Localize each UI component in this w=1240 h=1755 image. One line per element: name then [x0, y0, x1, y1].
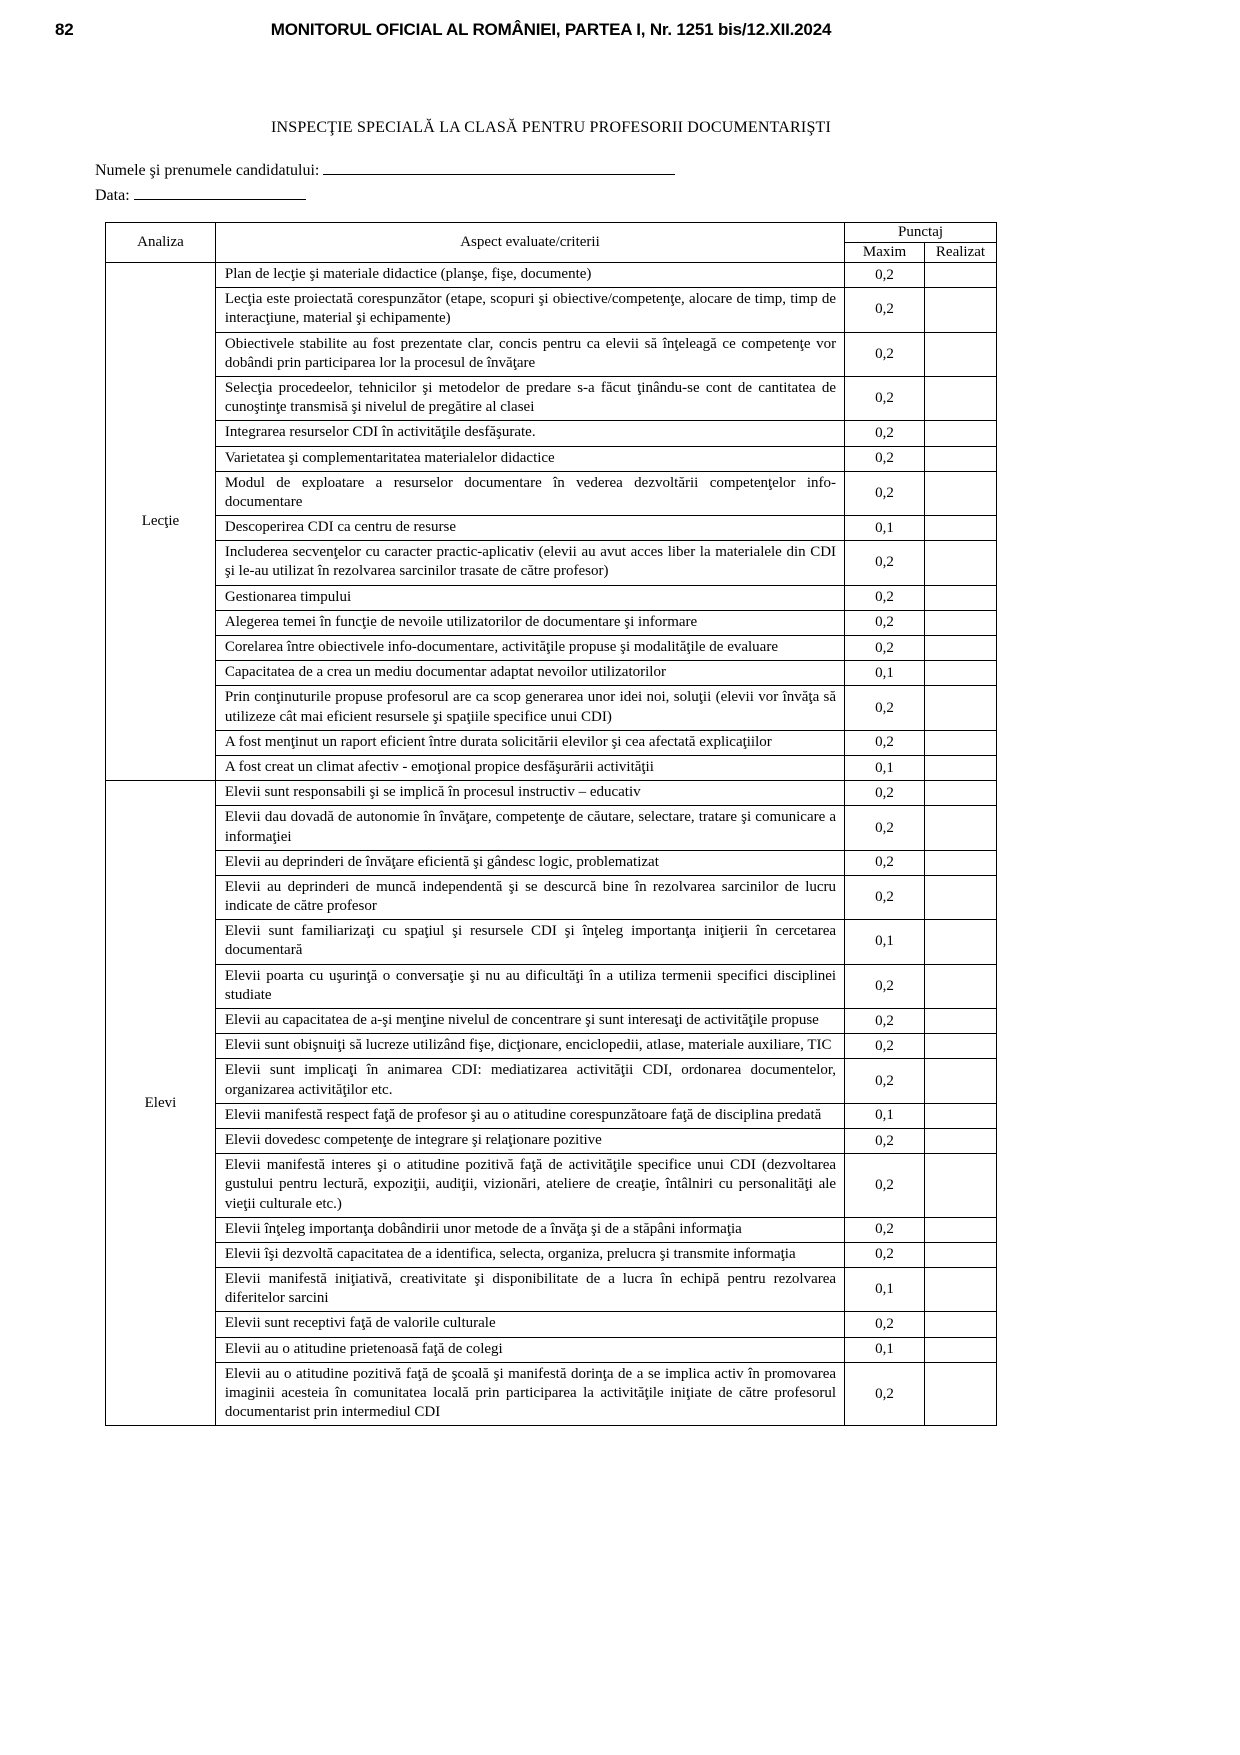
criteria-text: Corelarea între obiectivele info-documentare, activităţile propuse şi modalităţile de evaluare: [215, 636, 844, 661]
criteria-row: [106, 1059, 997, 1103]
evaluation-table: [105, 222, 997, 1426]
date-label: Data:: [95, 187, 130, 204]
maxim-value: 0,2: [845, 585, 925, 610]
criteria-row: [106, 585, 997, 610]
criteria-text: Includerea secvenţelor cu caracter practic-aplicativ (elevii au avut acces liber la materialele din CDI şi le-au utilizat în rezolvarea sarcinilor trasate de către profesor): [215, 541, 844, 585]
criteria-text: Elevii îşi dezvoltă capacitatea de a identifica, selecta, organiza, prelucra şi transmite informaţia: [215, 1242, 844, 1267]
criteria-row: [106, 1362, 997, 1426]
maxim-value: 0,2: [845, 421, 925, 446]
maxim-value: 0,2: [845, 781, 925, 806]
criteria-text: Elevii sunt familiarizaţi cu spaţiul şi resursele CDI şi înţeleg importanţa iniţierii în cercetarea documentară: [215, 920, 844, 964]
realizat-value: [925, 421, 997, 446]
criteria-text: Elevii poarta cu uşurinţă o conversaţie şi nu au dificultăţi în a utiliza termenii specifici disciplinei studiate: [215, 964, 844, 1008]
realizat-value: [925, 332, 997, 376]
criteria-row: [106, 875, 997, 919]
realizat-value: [925, 806, 997, 850]
criteria-row: [106, 636, 997, 661]
candidate-fields: [95, 158, 675, 208]
realizat-value: [925, 920, 997, 964]
maxim-value: 0,2: [845, 875, 925, 919]
realizat-value: [925, 1154, 997, 1218]
criteria-row: [106, 1034, 997, 1059]
candidate-name-blank: [323, 161, 675, 175]
maxim-value: 0,2: [845, 1242, 925, 1267]
criteria-text: Prin conţinuturile propuse profesorul are ca scop generarea unor idei noi, soluţii (elevii vor învăţa să utilizeze cât mai eficient resursele şi spaţiile specifice unui CDI): [215, 686, 844, 730]
column-header-punctaj: Punctaj: [845, 223, 997, 243]
criteria-row: [106, 288, 997, 332]
criteria-text: Selecţia procedeelor, tehnicilor şi metodelor de predare s-a făcut ţinându-se cont de cantitatea de cunoştinţe transmisă şi nivelul de pregătire al clasei: [215, 376, 844, 420]
realizat-value: [925, 1268, 997, 1312]
realizat-value: [925, 1337, 997, 1362]
candidate-name-label: Numele şi prenumele candidatului:: [95, 162, 320, 179]
realizat-value: [925, 686, 997, 730]
realizat-value: [925, 730, 997, 755]
criteria-text: Capacitatea de a crea un mediu documentar adaptat nevoilor utilizatorilor: [215, 661, 844, 686]
realizat-value: [925, 1128, 997, 1153]
column-header-realizat: Realizat: [925, 243, 997, 263]
realizat-value: [925, 610, 997, 635]
maxim-value: 0,2: [845, 1128, 925, 1153]
criteria-row: [106, 421, 997, 446]
criteria-row: [106, 1312, 997, 1337]
realizat-value: [925, 376, 997, 420]
page-number: 82: [55, 20, 74, 39]
maxim-value: 0,2: [845, 446, 925, 471]
realizat-value: [925, 1059, 997, 1103]
criteria-row: [106, 1128, 997, 1153]
maxim-value: 0,2: [845, 1009, 925, 1034]
maxim-value: 0,1: [845, 920, 925, 964]
maxim-value: 0,2: [845, 376, 925, 420]
criteria-text: Varietatea şi complementaritatea materialelor didactice: [215, 446, 844, 471]
criteria-row: [106, 1103, 997, 1128]
criteria-text: Elevii sunt implicaţi în animarea CDI: mediatizarea activităţii CDI, ordonarea documentelor, organizarea activităţilor etc.: [215, 1059, 844, 1103]
realizat-value: [925, 1034, 997, 1059]
criteria-row: [106, 964, 997, 1008]
criteria-text: Elevii au o atitudine pozitivă faţă de şcoală şi manifestă dorinţa de a se implica activ în promovarea imaginii acesteia în comunitatea locală prin participarea la activităţile iniţiate de către profesorul documentarist prin intermediul CDI: [215, 1362, 844, 1426]
criteria-row: [106, 755, 997, 780]
criteria-text: Elevii sunt obişnuiţi să lucreze utilizând fişe, dicţionare, enciclopedii, atlase, materiale auxiliare, TIC: [215, 1034, 844, 1059]
criteria-row: [106, 920, 997, 964]
criteria-text: A fost creat un climat afectiv - emoţional propice desfăşurării activităţii: [215, 755, 844, 780]
criteria-text: Descoperirea CDI ca centru de resurse: [215, 516, 844, 541]
criteria-text: Elevii au deprinderi de muncă independentă şi se descurcă bine în rezolvarea sarcinilor de lucru indicate de către profesor: [215, 875, 844, 919]
criteria-row: [106, 1154, 997, 1218]
maxim-value: 0,2: [845, 1312, 925, 1337]
maxim-value: 0,1: [845, 1337, 925, 1362]
maxim-value: 0,1: [845, 661, 925, 686]
criteria-text: Alegerea temei în funcţie de nevoile utilizatorilor de documentare şi informare: [215, 610, 844, 635]
criteria-row: [106, 471, 997, 515]
criteria-text: Elevii au deprinderi de învăţare eficientă şi gândesc logic, problematizat: [215, 850, 844, 875]
criteria-text: Modul de exploatare a resurselor documentare în vederea dezvoltării competenţelor info-documentare: [215, 471, 844, 515]
maxim-value: 0,2: [845, 1362, 925, 1426]
maxim-value: 0,2: [845, 1034, 925, 1059]
criteria-row: [106, 610, 997, 635]
maxim-value: 0,1: [845, 1268, 925, 1312]
criteria-row: [106, 332, 997, 376]
criteria-text: Elevii manifestă interes şi o atitudine pozitivă faţă de activităţile specifice unui CDI (dezvoltarea gustului pentru lectură, expoziţii, audiţii, vizionări, ateliere de creaţie, întâlniri cu personalităţi ale vieţii culturale etc.): [215, 1154, 844, 1218]
criteria-text: Elevii sunt responsabili şi se implică în procesul instructiv – educativ: [215, 781, 844, 806]
maxim-value: 0,2: [845, 686, 925, 730]
section-label: Elevi: [106, 781, 216, 1426]
criteria-text: Gestionarea timpului: [215, 585, 844, 610]
criteria-row: [106, 781, 997, 806]
maxim-value: 0,2: [845, 332, 925, 376]
criteria-row: [106, 1242, 997, 1267]
maxim-value: 0,2: [845, 730, 925, 755]
criteria-text: Elevii au o atitudine prietenoasă faţă de colegi: [215, 1337, 844, 1362]
document-title: INSPECŢIE SPECIALĂ LA CLASĂ PENTRU PROFESORII DOCUMENTARIŞTI: [270, 119, 832, 136]
realizat-value: [925, 1242, 997, 1267]
maxim-value: 0,2: [845, 964, 925, 1008]
maxim-value: 0,2: [845, 806, 925, 850]
maxim-value: 0,1: [845, 1103, 925, 1128]
realizat-value: [925, 850, 997, 875]
date-blank: [134, 186, 306, 200]
gazette-title: MONITORUL OFICIAL AL ROMÂNIEI, PARTEA I, Nr. 1251 bis/12.XII.2024: [270, 20, 832, 39]
criteria-text: Elevii dau dovadă de autonomie în învăţare, competenţe de căutare, selectare, tratare şi comunicare a informaţiei: [215, 806, 844, 850]
maxim-value: 0,2: [845, 1217, 925, 1242]
realizat-value: [925, 964, 997, 1008]
criteria-row: [106, 446, 997, 471]
realizat-value: [925, 1362, 997, 1426]
criteria-row: [106, 661, 997, 686]
maxim-value: 0,2: [845, 288, 925, 332]
realizat-value: [925, 755, 997, 780]
maxim-value: 0,2: [845, 636, 925, 661]
criteria-text: Elevii manifestă respect faţă de profesor şi au o atitudine corespunzătoare faţă de disciplina predată: [215, 1103, 844, 1128]
evaluation-table-header: [106, 223, 997, 263]
maxim-value: 0,1: [845, 516, 925, 541]
realizat-value: [925, 781, 997, 806]
realizat-value: [925, 1009, 997, 1034]
column-header-aspect: Aspect evaluate/criterii: [215, 223, 844, 263]
realizat-value: [925, 875, 997, 919]
maxim-value: 0,2: [845, 471, 925, 515]
realizat-value: [925, 1217, 997, 1242]
criteria-row: [106, 1337, 997, 1362]
criteria-text: Elevii manifestă iniţiativă, creativitate şi disponibilitate de a lucra în echipă pentru rezolvarea diferitelor sarcini: [215, 1268, 844, 1312]
criteria-text: Elevii înţeleg importanţa dobândirii unor metode de a învăţa şi de a stăpâni informaţia: [215, 1217, 844, 1242]
criteria-text: Elevii dovedesc competenţe de integrare şi relaţionare pozitive: [215, 1128, 844, 1153]
criteria-text: Elevii sunt receptivi faţă de valorile culturale: [215, 1312, 844, 1337]
criteria-row: [106, 730, 997, 755]
criteria-row: [106, 850, 997, 875]
realizat-value: [925, 585, 997, 610]
criteria-text: Integrarea resurselor CDI în activităţile desfăşurate.: [215, 421, 844, 446]
section-label: Lecţie: [106, 263, 216, 781]
criteria-row: [106, 1217, 997, 1242]
criteria-row: [106, 1009, 997, 1034]
candidate-name-field: [95, 158, 675, 183]
maxim-value: 0,2: [845, 850, 925, 875]
maxim-value: 0,2: [845, 1154, 925, 1218]
realizat-value: [925, 1103, 997, 1128]
realizat-value: [925, 1312, 997, 1337]
criteria-row: [106, 686, 997, 730]
column-header-maxim: Maxim: [845, 243, 925, 263]
criteria-row: [106, 1268, 997, 1312]
criteria-row: [106, 541, 997, 585]
realizat-value: [925, 446, 997, 471]
criteria-text: Plan de lecţie şi materiale didactice (planşe, fişe, documente): [215, 263, 844, 288]
column-header-analiza: Analiza: [106, 223, 216, 263]
maxim-value: 0,2: [845, 610, 925, 635]
maxim-value: 0,2: [845, 1059, 925, 1103]
criteria-text: Elevii au capacitatea de a-şi menţine nivelul de concentrare şi sunt interesaţi de activităţile propuse: [215, 1009, 844, 1034]
criteria-row: [106, 516, 997, 541]
evaluation-table-body: [106, 263, 997, 1426]
criteria-text: Obiectivele stabilite au fost prezentate clar, concis pentru ca elevii să înţeleagă ce competenţe vor dobândi prin participarea lor la procesul de învăţare: [215, 332, 844, 376]
realizat-value: [925, 263, 997, 288]
criteria-row: [106, 263, 997, 288]
realizat-value: [925, 661, 997, 686]
realizat-value: [925, 636, 997, 661]
date-field: [95, 183, 675, 208]
maxim-value: 0,2: [845, 541, 925, 585]
maxim-value: 0,2: [845, 263, 925, 288]
realizat-value: [925, 541, 997, 585]
maxim-value: 0,1: [845, 755, 925, 780]
realizat-value: [925, 516, 997, 541]
realizat-value: [925, 471, 997, 515]
criteria-row: [106, 376, 997, 420]
criteria-text: A fost menţinut un raport eficient între durata solicitării elevilor şi cea afectată explicaţiilor: [215, 730, 844, 755]
realizat-value: [925, 288, 997, 332]
criteria-text: Lecţia este proiectată corespunzător (etape, scopuri şi obiective/competenţe, alocare de timp, timp de interacţiune, material şi echipamente): [215, 288, 844, 332]
criteria-row: [106, 806, 997, 850]
